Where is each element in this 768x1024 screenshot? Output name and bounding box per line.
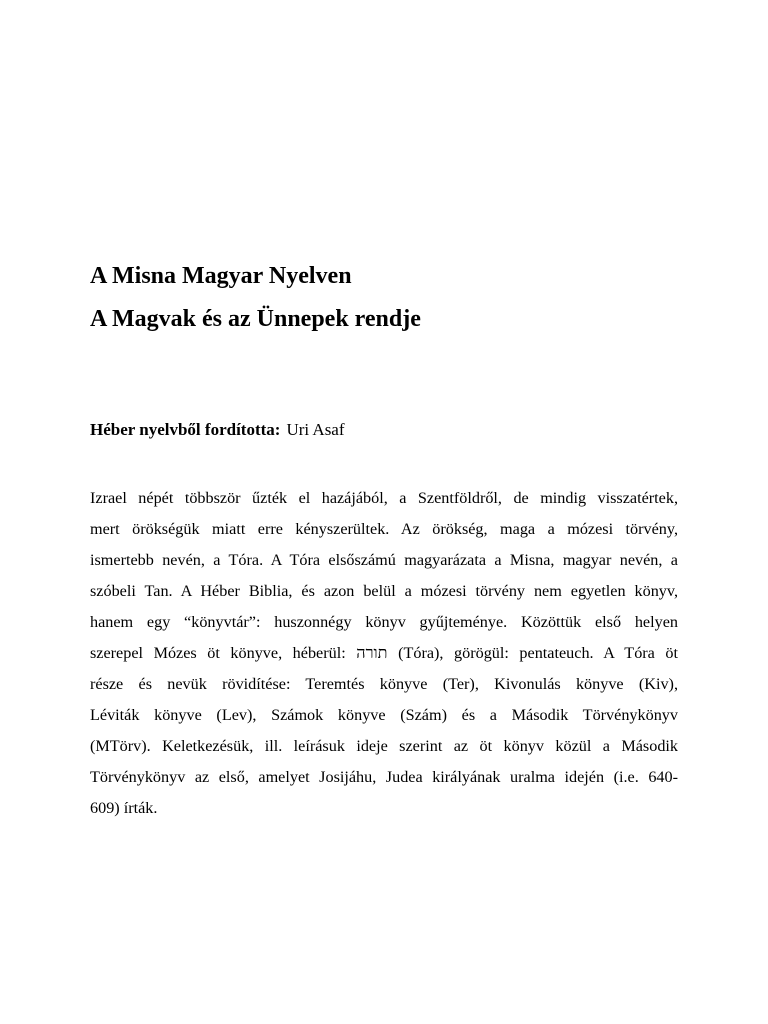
translator-label: Héber nyelvből fordította: [90,420,281,439]
paragraph-line: 609) írták. [90,799,158,817]
translator-name: Uri Asaf [286,420,345,439]
paragraph-line: hanem egy “könyvtár”: huszonnégy könyv gyűjteménye. Közöttük első helyen [90,613,678,631]
document-subtitle: A Magvak és az Ünnepek rendje [90,306,421,332]
paragraph-line: része és nevük rövidítése: Teremtés könyve (Ter), Kivonulás könyve (Kiv), [90,675,678,693]
document-title: A Misna Magyar Nyelven [90,263,352,289]
paragraph-line: ismertebb nevén, a Tóra. A Tóra elsőszámú magyarázata a Misna, magyar nevén, a [90,551,678,569]
paragraph-line: (MTörv). Keletkezésük, ill. leírásuk ideje szerint az öt könyv közül a Második [90,737,678,755]
paragraph-line: mert örökségük miatt erre kényszerültek. Az örökség, maga a mózesi törvény, [90,520,678,538]
paragraph-line: szerepel Mózes öt könyve, héberül: תורה (Tóra), görögül: pentateuch. A Tóra öt [90,644,678,662]
paragraph-line: szóbeli Tan. A Héber Biblia, és azon belül a mózesi törvény nem egyetlen könyv, [90,582,678,600]
paragraph-line: Izrael népét többször űzték el hazájából, a Szentföldről, de mindig visszatértek, [90,489,678,507]
introduction-paragraph [90,483,678,824]
translator-credit [90,418,345,442]
paragraph-line: Törvénykönyv az első, amelyet Josijáhu, Judea királyának uralma idején (i.e. 640- [90,768,678,786]
paragraph-line: Léviták könyve (Lev), Számok könyve (Szám) és a Második Törvénykönyv [90,706,678,724]
